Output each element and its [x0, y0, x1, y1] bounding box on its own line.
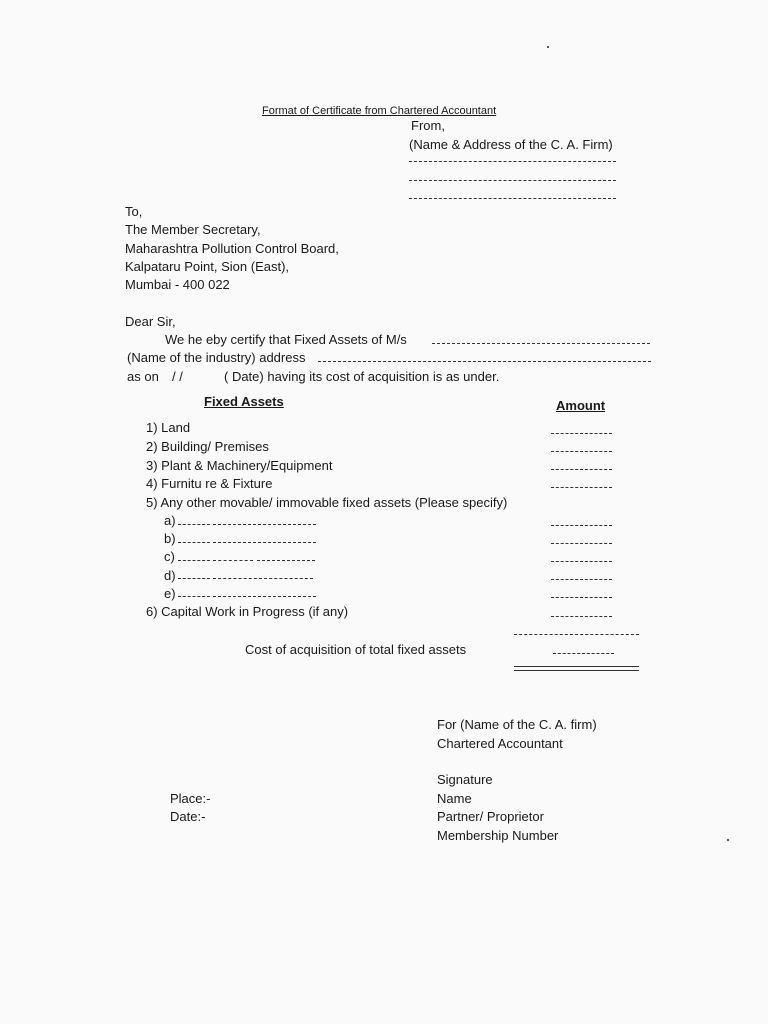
date-slashes: / /	[172, 369, 183, 384]
sub-item-a-blank-1	[178, 524, 210, 525]
sub-item-c: c)	[164, 549, 175, 564]
item-plant: 3) Plant & Machinery/Equipment	[146, 458, 333, 473]
to-line-2: Maharashtra Pollution Control Board,	[125, 241, 339, 256]
amount-blank-plant	[551, 469, 612, 470]
body-line-1: We he eby certify that Fixed Assets of M/s	[165, 332, 407, 347]
sub-item-d-blank-2	[213, 578, 313, 579]
amount-blank-a	[551, 525, 612, 526]
sub-item-c-blank-1	[178, 560, 210, 561]
sub-item-e-blank-1	[178, 596, 210, 597]
sub-item-c-blank-3	[257, 560, 315, 561]
sub-item-d: d)	[164, 568, 176, 583]
amount-blank-d	[551, 579, 612, 580]
industry-name-blank	[432, 343, 650, 344]
fixed-assets-header: Fixed Assets	[204, 394, 284, 409]
amount-blank-furniture	[551, 487, 612, 488]
subtotal-line	[514, 634, 639, 635]
date-label: Date:-	[170, 809, 206, 824]
sub-item-b: b)	[164, 531, 176, 546]
from-blank-line-1	[409, 161, 616, 162]
signature-label: Signature	[437, 772, 493, 787]
amount-blank-land	[551, 433, 612, 434]
body-line-3-suffix: ( Date) having its cost of acquisition is as under.	[224, 369, 500, 384]
chartered-accountant: Chartered Accountant	[437, 736, 563, 751]
to-label: To,	[125, 204, 143, 219]
body-line-2: (Name of the industry) address	[127, 350, 306, 365]
amount-blank-capital-wip	[551, 616, 612, 617]
salutation: Dear Sir,	[125, 314, 176, 329]
amount-blank-e	[551, 597, 612, 598]
to-line-1: The Member Secretary,	[125, 222, 261, 237]
sub-item-b-blank-1	[178, 542, 210, 543]
scan-speck	[727, 839, 729, 841]
from-blank-line-3	[409, 198, 616, 199]
body-line-3-prefix: as on	[127, 369, 159, 384]
from-blank-line-2	[409, 180, 616, 181]
sub-item-a-blank-2	[213, 524, 316, 525]
item-capital-wip: 6) Capital Work in Progress (if any)	[146, 604, 349, 619]
sub-item-d-blank-1	[178, 578, 210, 579]
item-other-assets: 5) Any other movable/ immovable fixed assets (Please specify)	[146, 495, 508, 510]
amount-blank-b	[551, 543, 612, 544]
to-line-3: Kalpataru Point, Sion (East),	[125, 259, 290, 274]
amount-blank-building	[551, 451, 612, 452]
scan-speck	[547, 46, 549, 48]
amount-blank-total	[553, 653, 614, 654]
sub-item-e: e)	[164, 586, 176, 601]
item-land: 1) Land	[146, 420, 191, 435]
amount-header: Amount	[556, 398, 606, 413]
total-label: Cost of acquisition of total fixed assets	[245, 642, 467, 657]
from-name-address: (Name & Address of the C. A. Firm)	[409, 137, 613, 152]
membership-number-label: Membership Number	[437, 828, 559, 843]
total-double-underline	[514, 666, 639, 671]
to-line-4: Mumbai - 400 022	[125, 277, 230, 292]
name-label: Name	[437, 791, 472, 806]
partner-proprietor-label: Partner/ Proprietor	[437, 809, 544, 824]
industry-address-blank	[318, 361, 651, 362]
item-building: 2) Building/ Premises	[146, 439, 269, 454]
sub-item-b-blank-2	[213, 542, 316, 543]
document-title: Format of Certificate from Chartered Accountant	[262, 105, 497, 117]
place-label: Place:-	[170, 791, 211, 806]
from-label: From,	[411, 118, 445, 133]
for-ca-firm: For (Name of the C. A. firm)	[437, 717, 597, 732]
sub-item-c-blank-2	[213, 560, 253, 561]
sub-item-e-blank-2	[213, 596, 316, 597]
item-furniture: 4) Furnitu re & Fixture	[146, 476, 273, 491]
amount-blank-c	[551, 561, 612, 562]
sub-item-a: a)	[164, 513, 176, 528]
